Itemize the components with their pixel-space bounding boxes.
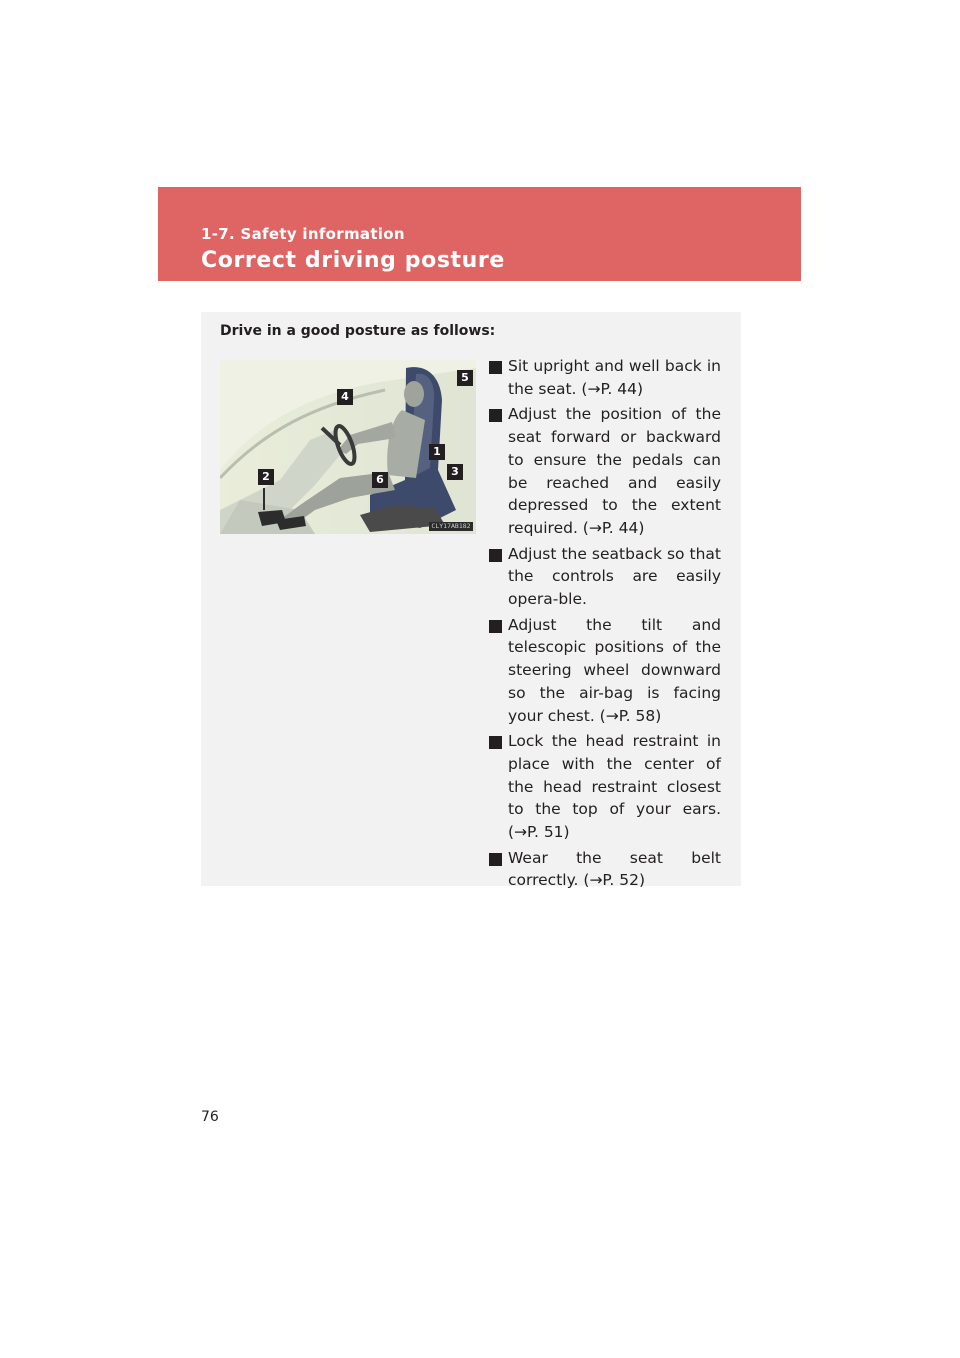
- step-text: Wear the seat belt correctly. (→P. 52): [508, 848, 721, 890]
- content-panel: [201, 312, 741, 890]
- step-item: [489, 614, 721, 728]
- step-item: [489, 847, 721, 892]
- step-text: Adjust the seatback so that the controls are easily opera-ble.: [508, 544, 721, 609]
- step-number-marker: [489, 409, 502, 422]
- step-item: [489, 730, 721, 844]
- step-number-marker: [489, 549, 502, 562]
- figure-code: CLY17AB182: [429, 522, 473, 531]
- driving-posture-illustration: [220, 360, 476, 534]
- figure-callout-4: 4: [337, 389, 353, 405]
- figure-callout-1: 1: [429, 444, 445, 460]
- intro-text: Drive in a good posture as follows:: [220, 323, 496, 339]
- step-number-marker: [489, 853, 502, 866]
- step-item: [489, 355, 721, 400]
- step-text: Adjust the position of the seat forward or backward to ensure the pedals can be reached and easily depressed to the extent required. (→P. 44): [508, 405, 721, 537]
- figure-callout-6: 6: [372, 472, 388, 488]
- step-number-marker: [489, 361, 502, 374]
- page-number: 76: [201, 1109, 219, 1125]
- step-number-marker: [489, 736, 502, 749]
- step-text: Lock the head restraint in place with the center of the head restraint closest to the top of your ears. (→P. 51): [508, 732, 721, 842]
- figure-callout-2: 2: [258, 469, 274, 485]
- step-text: Adjust the tilt and telescopic positions of the steering wheel downward so the air-bag is facing your chest. (→P. 58): [508, 615, 721, 725]
- step-item: [489, 543, 721, 611]
- step-text: Sit upright and well back in the seat. (→P. 44): [508, 357, 721, 398]
- section-header: [158, 187, 801, 281]
- figure-callout-3: 3: [447, 464, 463, 480]
- section-label: 1-7. Safety information: [201, 225, 405, 243]
- page-title: Correct driving posture: [201, 248, 505, 273]
- figure-callout-5: 5: [457, 370, 473, 386]
- step-number-marker: [489, 620, 502, 633]
- posture-steps-list: [489, 355, 721, 895]
- step-item: [489, 403, 721, 539]
